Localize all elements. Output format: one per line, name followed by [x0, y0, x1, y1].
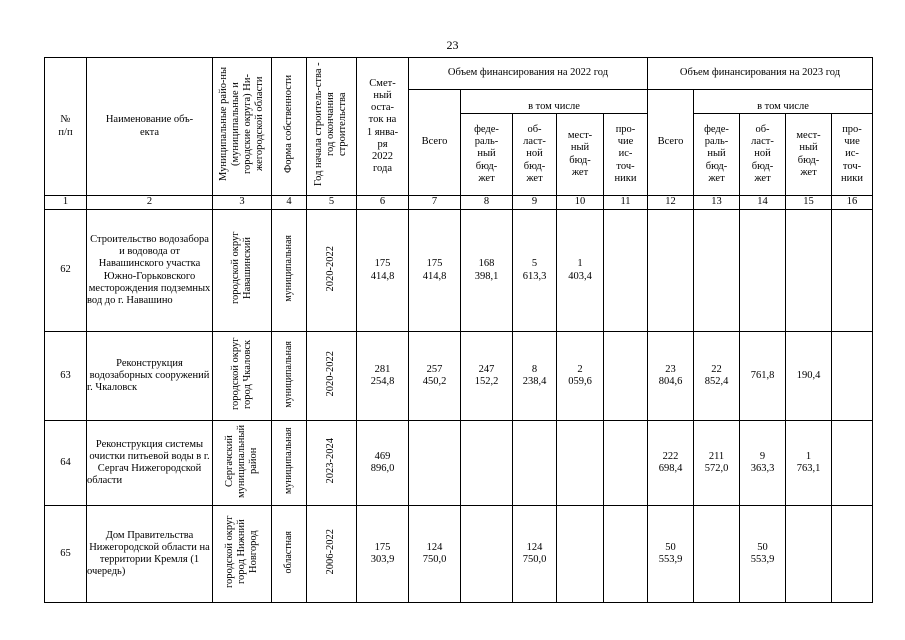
construction-years: 2023-2024 — [307, 421, 357, 506]
col-number: 6 — [357, 196, 409, 210]
municipality: городской округ город Чкаловск — [213, 332, 272, 421]
total-2022: 257 450,2 — [409, 332, 461, 421]
header-regional-2023: об- ласт- ной бюд- жет — [740, 114, 786, 196]
other-2022 — [604, 332, 648, 421]
regional-2023: 761,8 — [740, 332, 786, 421]
col-number: 5 — [307, 196, 357, 210]
regional-2023: 9 363,3 — [740, 421, 786, 506]
other-2023 — [832, 421, 873, 506]
total-2023: 50 553,9 — [648, 506, 694, 603]
header-fin-2023: Объем финансирования на 2023 год — [648, 58, 873, 90]
total-2022: 124 750,0 — [409, 506, 461, 603]
object-name: Реконструкция системы очистки питьевой воды в г. Сергач Нижегородской области — [87, 421, 213, 506]
header-years: Год начала строитель-ства - год окончания строительства — [307, 58, 357, 196]
municipality: городской округ Навашинский — [213, 210, 272, 332]
local-2022: 2 059,6 — [557, 332, 604, 421]
other-2023 — [832, 506, 873, 603]
header-including-2022: в том числе — [461, 90, 648, 114]
object-name: Дом Правительства Нижегородской области на территории Кремля (1 очередь) — [87, 506, 213, 603]
ownership-form: муниципальная — [272, 421, 307, 506]
header-total-2023: Всего — [648, 90, 694, 196]
col-number: 8 — [461, 196, 513, 210]
row-num: 64 — [45, 421, 87, 506]
federal-2023 — [694, 506, 740, 603]
table-row — [45, 506, 873, 603]
total-2022: 175 414,8 — [409, 210, 461, 332]
regional-2022 — [513, 421, 557, 506]
col-number: 10 — [557, 196, 604, 210]
row-num: 62 — [45, 210, 87, 332]
header-estimated: Смет- ный оста- ток на 1 янва- ря 2022 года — [357, 58, 409, 196]
col-number: 14 — [740, 196, 786, 210]
federal-2023: 211 572,0 — [694, 421, 740, 506]
col-number: 12 — [648, 196, 694, 210]
header-fin-2022: Объем финансирования на 2022 год — [409, 58, 648, 90]
local-2023 — [786, 506, 832, 603]
total-2023 — [648, 210, 694, 332]
other-2022 — [604, 210, 648, 332]
federal-2022: 247 152,2 — [461, 332, 513, 421]
construction-years: 2020-2022 — [307, 332, 357, 421]
header-including-2023: в том числе — [694, 90, 873, 114]
col-number: 7 — [409, 196, 461, 210]
row-num: 65 — [45, 506, 87, 603]
local-2022 — [557, 506, 604, 603]
other-2022 — [604, 421, 648, 506]
regional-2022: 124 750,0 — [513, 506, 557, 603]
ownership-form: муниципальная — [272, 332, 307, 421]
header-total-2022: Всего — [409, 90, 461, 196]
row-num: 63 — [45, 332, 87, 421]
col-number: 16 — [832, 196, 873, 210]
table-row — [45, 332, 873, 421]
header-federal-2023: феде- раль- ный бюд- жет — [694, 114, 740, 196]
regional-2023: 50 553,9 — [740, 506, 786, 603]
col-number: 2 — [87, 196, 213, 210]
municipality: городской округ город Нижний Новгород — [213, 506, 272, 603]
other-2023 — [832, 332, 873, 421]
col-number: 4 — [272, 196, 307, 210]
ownership-form: муниципальная — [272, 210, 307, 332]
other-2023 — [832, 210, 873, 332]
object-name: Строительство водозабора и водовода от Навашинского участка Южно-Горьковского месторождения подземных вод до г. Навашино — [87, 210, 213, 332]
regional-2022: 8 238,4 — [513, 332, 557, 421]
other-2022 — [604, 506, 648, 603]
local-2022 — [557, 421, 604, 506]
header-ownership: Форма собственности — [272, 58, 307, 196]
federal-2022 — [461, 506, 513, 603]
total-2022 — [409, 421, 461, 506]
col-number: 9 — [513, 196, 557, 210]
municipality: Сергачский муниципальный район — [213, 421, 272, 506]
local-2023: 1 763,1 — [786, 421, 832, 506]
col-number: 3 — [213, 196, 272, 210]
construction-years: 2020-2022 — [307, 210, 357, 332]
estimated-balance: 175 414,8 — [357, 210, 409, 332]
total-2023: 222 698,4 — [648, 421, 694, 506]
federal-2023: 22 852,4 — [694, 332, 740, 421]
col-number: 1 — [45, 196, 87, 210]
federal-2022: 168 398,1 — [461, 210, 513, 332]
federal-2022 — [461, 421, 513, 506]
federal-2023 — [694, 210, 740, 332]
regional-2023 — [740, 210, 786, 332]
col-number: 15 — [786, 196, 832, 210]
estimated-balance: 175 303,9 — [357, 506, 409, 603]
local-2023 — [786, 210, 832, 332]
col-number: 13 — [694, 196, 740, 210]
header-federal-2022: феде- раль- ный бюд- жет — [461, 114, 513, 196]
header-name: Наименование объ- екта — [87, 58, 213, 196]
header-other-2023: про- чие ис- точ- ники — [832, 114, 873, 196]
total-2023: 23 804,6 — [648, 332, 694, 421]
header-other-2022: про- чие ис- точ- ники — [604, 114, 648, 196]
regional-2022: 5 613,3 — [513, 210, 557, 332]
ownership-form: областная — [272, 506, 307, 603]
header-num: № п/п — [45, 58, 87, 196]
col-number: 11 — [604, 196, 648, 210]
header-local-2023: мест- ный бюд- жет — [786, 114, 832, 196]
column-numbers-row — [45, 196, 873, 210]
estimated-balance: 469 896,0 — [357, 421, 409, 506]
local-2023: 190,4 — [786, 332, 832, 421]
object-name: Реконструкция водозаборных сооружений г. Чкаловск — [87, 332, 213, 421]
construction-years: 2006-2022 — [307, 506, 357, 603]
page-number: 23 — [446, 38, 459, 52]
financing-table — [44, 57, 873, 603]
table-row — [45, 210, 873, 332]
header-regional-2022: об- ласт- ной бюд- жет — [513, 114, 557, 196]
estimated-balance: 281 254,8 — [357, 332, 409, 421]
header-municipality: Муниципальные райо-ны (муниципальные и городские округа) Ни-жегородской области — [213, 58, 272, 196]
table-row — [45, 421, 873, 506]
local-2022: 1 403,4 — [557, 210, 604, 332]
header-local-2022: мест- ный бюд- жет — [557, 114, 604, 196]
